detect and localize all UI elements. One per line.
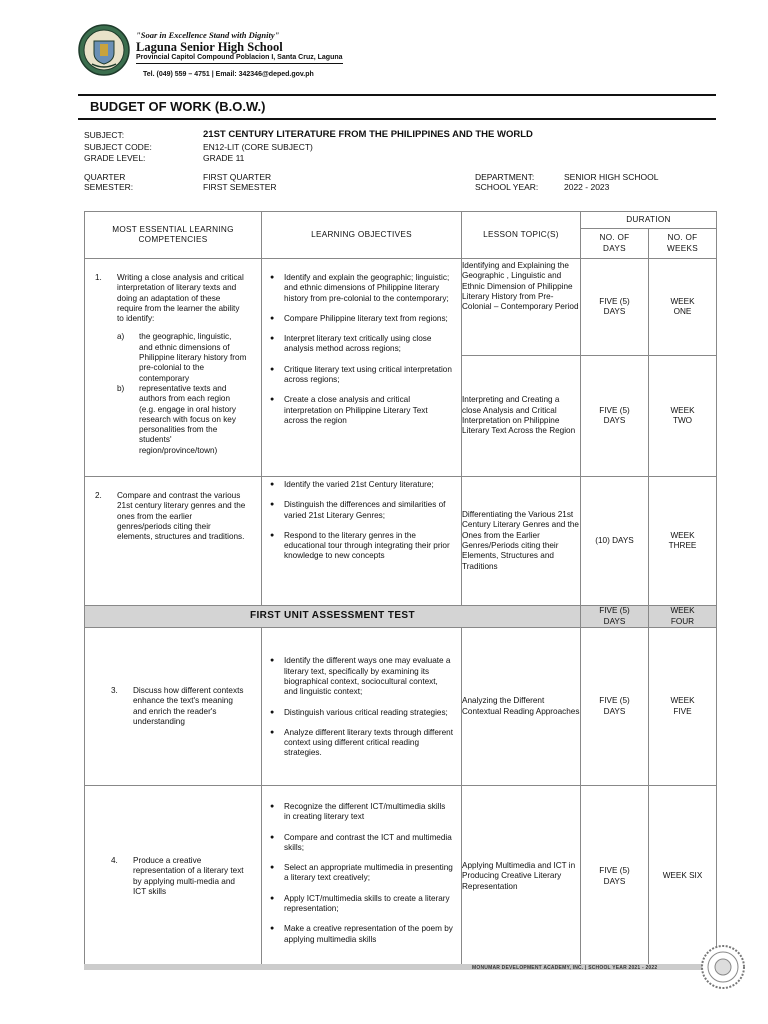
academy-seal: [700, 944, 746, 990]
topic-2: Differentiating the Various 21st Century Literary Genres and the Ones from the Earlier Genres/Periods citing their Elements, Structures and Traditions: [462, 477, 581, 606]
semester-value: FIRST SEMESTER: [203, 182, 277, 192]
footer-text: MONUMAR DEVELOPMENT ACADEMY, INC. | SCHOOL YEAR 2021 - 2022: [472, 965, 658, 971]
grade-level-value: GRADE 11: [203, 153, 245, 163]
competency-2-number: 2.: [95, 491, 102, 500]
days-1a: FIVE (5) DAYS: [581, 259, 649, 356]
subject-value: 21ST CENTURY LITERATURE FROM THE PHILIPPINES AND THE WORLD: [203, 129, 533, 140]
objective-item: ● Analyze different literary texts through different context using different critical reading strategies.: [270, 727, 453, 758]
competency-4-text: Produce a creative representation of a literary text by applying multi-media and ICT skills: [133, 855, 244, 896]
header-weeks: NO. OF WEEKS: [649, 229, 717, 259]
header-topics: LESSON TOPIC(S): [462, 212, 581, 259]
subject-label: SUBJECT:: [84, 130, 125, 140]
competency-4-cell: [85, 786, 262, 968]
school-address: Provincial Capitol Compound Poblacion I, Santa Cruz, Laguna: [136, 54, 343, 64]
days-2: (10) DAYS: [581, 477, 649, 606]
budget-of-work-table: [84, 211, 717, 968]
subject-code-value: EN12-LIT (CORE SUBJECT): [203, 142, 313, 152]
school-contact: Tel. (049) 559 – 4751 | Email: 342346@deped.gov.ph: [143, 71, 314, 78]
objective-item: ● Select an appropriate multimedia in presenting a literary text creatively;: [270, 863, 453, 883]
quarter-value: FIRST QUARTER: [203, 172, 272, 182]
school-year-value: 2022 - 2023: [564, 182, 610, 192]
competency-3-number: 3.: [111, 685, 118, 695]
header-days: NO. OF DAYS: [581, 229, 649, 259]
objective-item: ● Make a creative representation of the poem by applying multimedia skills: [270, 924, 453, 944]
objective-item: ● Interpret literary text critically using close analysis method across regions;: [270, 334, 432, 354]
objective-item: ● Critique literary text using critical interpretation across regions;: [270, 364, 452, 385]
objective-item: ● Distinguish various critical reading strategies;: [270, 707, 448, 717]
objective-item: ● Distinguish the differences and similarities of varied 21st Literary Genres;: [270, 500, 446, 520]
weeks-2: WEEK THREE: [649, 477, 717, 606]
department-value: SENIOR HIGH SCHOOL: [564, 172, 659, 182]
department-label: DEPARTMENT:: [475, 172, 535, 182]
objective-item: ● Apply ICT/multimedia skills to create a literary representation;: [270, 893, 450, 914]
assessment-weeks: WEEK FOUR: [649, 606, 717, 628]
competency-3-cell: [85, 628, 262, 786]
weeks-4: WEEK SIX: [649, 786, 717, 968]
header-duration: DURATION: [581, 212, 717, 229]
quarter-label: QUARTER: [84, 172, 126, 182]
objective-item: ● Compare Philippine literary text from regions;: [270, 313, 448, 323]
topic-4: Applying Multimedia and ICT in Producing Creative Literary Representation: [462, 786, 581, 968]
competency-2-cell: [85, 477, 262, 606]
objectives-2-cell: [262, 477, 462, 606]
competency-1-a-text: the geographic, linguistic, and ethnic dimensions of Philippine literary history from pre-colonial to the contemporary: [139, 332, 247, 383]
weeks-1a: WEEK ONE: [649, 259, 717, 356]
competency-4-number: 4.: [111, 855, 118, 865]
competency-1-text: Writing a close analysis and critical interpretation of literary texts and doing an adaptation of these require from the learner the ability to identify:: [117, 273, 244, 324]
school-name: Laguna Senior High School: [136, 40, 283, 54]
objective-item: ● Compare and contrast the ICT and multimedia skills;: [270, 832, 452, 852]
weeks-3: WEEK FIVE: [649, 628, 717, 786]
header-competencies: MOST ESSENTIAL LEARNING COMPETENCIES: [85, 212, 262, 259]
title-top-rule: [78, 94, 716, 96]
days-4: FIVE (5) DAYS: [581, 786, 649, 968]
objectives-3-cell: [262, 628, 462, 786]
school-year-label: SCHOOL YEAR:: [475, 182, 539, 192]
weeks-1b: WEEK TWO: [649, 356, 717, 477]
objective-item: ● Identify and explain the geographic; linguistic; and ethnic dimensions of Philippine literary history from pre-colonial to the contemporary;: [270, 273, 450, 303]
objectives-1-cell: [262, 259, 462, 477]
topic-1b: Interpreting and Creating a close Analysis and Critical Interpretation on Philippine Literary Text Across the Region: [462, 356, 581, 477]
competency-1-b-text: representative texts and authors from each region (e.g. engage in oral history research with focus on key personalities from the students' region/province/town): [139, 383, 236, 455]
grade-level-label: GRADE LEVEL:: [84, 153, 146, 163]
header-objectives: LEARNING OBJECTIVES: [262, 212, 462, 259]
objective-item: ● Recognize the different ICT/multimedia skills in creating literary text: [270, 802, 446, 822]
competency-2-text: Compare and contrast the various 21st century literary genres and the ones from the earlier genres/periods citing their elements, structures and traditions.: [117, 491, 246, 542]
semester-label: SEMESTER:: [84, 182, 134, 192]
subject-code-label: SUBJECT CODE:: [84, 142, 152, 152]
competency-3-text: Discuss how different contexts enhance the text's meaning and enrich the reader's understanding: [133, 685, 244, 726]
days-3: FIVE (5) DAYS: [581, 628, 649, 786]
school-motto: "Soar in Excellence Stand with Dignity": [136, 30, 280, 40]
objectives-4-cell: [262, 786, 462, 968]
objective-item: ● Respond to the literary genres in the educational tour through integrating their prior knowledge to new concepts: [270, 530, 450, 561]
objective-item: ● Identify the varied 21st Century literature;: [270, 480, 434, 489]
assessment-label: FIRST UNIT ASSESSMENT TEST: [85, 606, 581, 628]
objective-item: ● Identify the different ways one may evaluate a literary text, specifically by examining its biographical context, sociocultural context, and linguistic context;: [270, 656, 451, 697]
competency-1-a-label: a): [117, 332, 125, 342]
assessment-days: FIVE (5) DAYS: [581, 606, 649, 628]
document-title: BUDGET OF WORK (B.O.W.): [90, 99, 266, 114]
competency-1-number: 1.: [95, 273, 102, 282]
competency-1-cell: [85, 259, 262, 477]
days-1b: FIVE (5) DAYS: [581, 356, 649, 477]
title-bottom-rule: [78, 118, 716, 120]
topic-3: Analyzing the Different Contextual Reading Approaches: [462, 628, 581, 786]
objective-item: ● Create a close analysis and critical interpretation on Philippine Literary Text across the region: [270, 395, 428, 425]
school-logo: [78, 24, 130, 76]
topic-1a: Identifying and Explaining the Geographic , Linguistic and Ethnic Dimension of Philippine Literary History from Pre-Colonial – Contemporary Period: [462, 259, 581, 356]
competency-1-b-label: b): [117, 383, 125, 393]
